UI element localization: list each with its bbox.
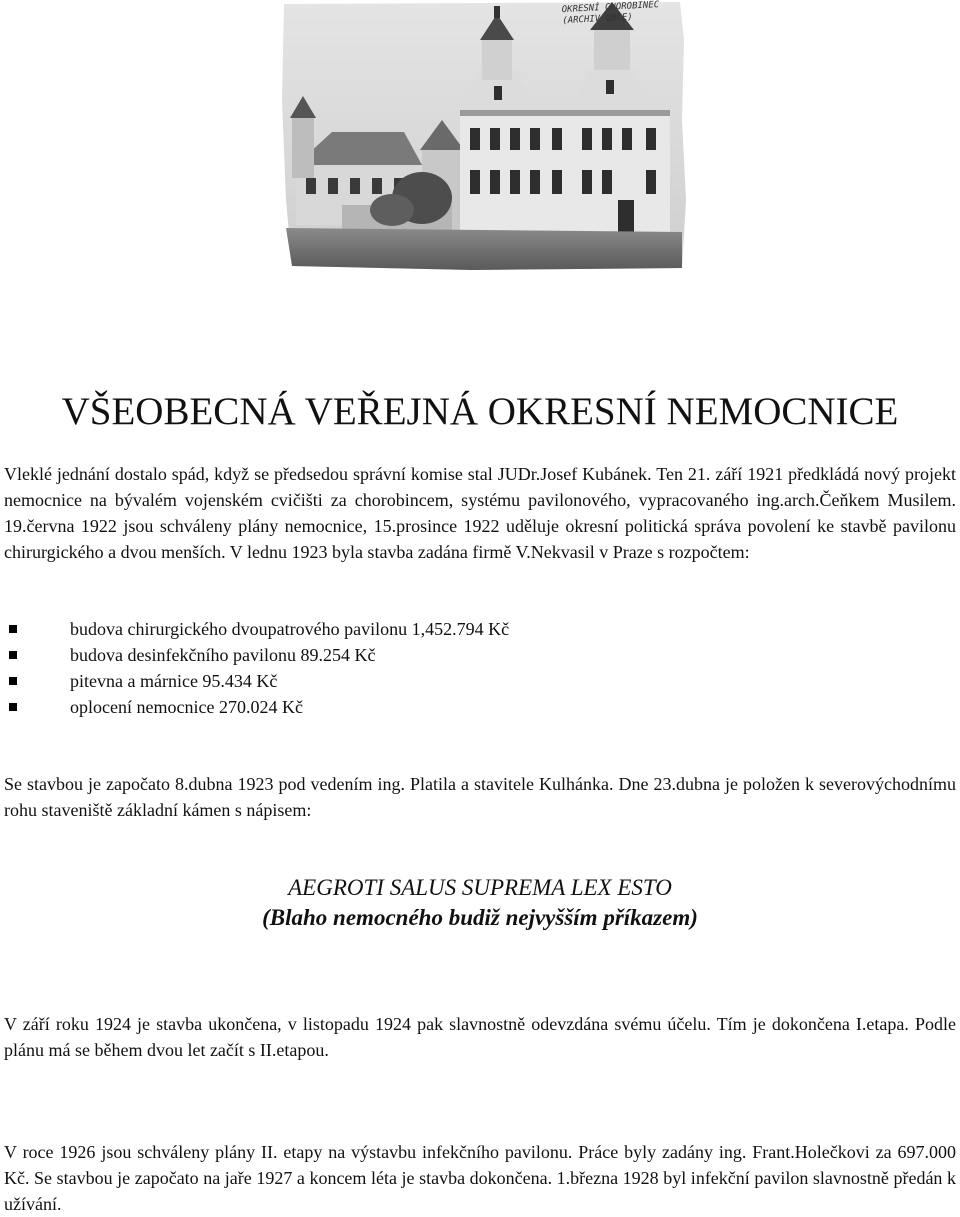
photo-caption: OKRESNÍ CHOROBINEC (ARCHIV OBCE) <box>561 0 660 27</box>
building-illustration <box>272 0 690 272</box>
square-bullet-icon <box>9 651 17 659</box>
list-item <box>0 694 509 720</box>
page-title: VŠEOBECNÁ VEŘEJNÁ OKRESNÍ NEMOCNICE <box>61 390 899 433</box>
list-item-text: budova desinfekčního pavilonu 89.254 Kč <box>70 645 376 665</box>
list-item <box>0 616 509 642</box>
list-item-text: oplocení nemocnice 270.024 Kč <box>70 697 303 717</box>
list-item-text: budova chirurgického dvoupatrového pavilonu 1,452.794 Kč <box>70 619 510 639</box>
square-bullet-icon <box>9 703 17 711</box>
hospital-photo <box>272 0 690 272</box>
motto-czech: (Blaho nemocného budiž nejvyšším příkazem) <box>262 905 698 930</box>
motto-latin: AEGROTI SALUS SUPREMA LEX ESTO <box>288 875 672 900</box>
list-item-text: pitevna a márnice 95.434 Kč <box>70 671 278 691</box>
square-bullet-icon <box>9 625 17 633</box>
paragraph-intro: Vleklé jednání dostalo spád, když se předsedou správní komise stal JUDr.Josef Kubánek. Ten 21. září 1921 předkládá nový projekt nemocnice na bývalém vojenském cvičišti za chorobincem, systému pavilonového, vypracovaného ing.arch.Čeňkem Musilem. 19.června 1922 jsou schváleny plány nemocnice, 15.prosince 1922 uděluje okresní politická správa povolení ke stavbě pavilonu chirurgického a dvou menších. V lednu 1923 byla stavba zadána firmě V.Nekvasil v Praze s rozpočtem: <box>4 464 956 562</box>
list-item <box>0 668 509 694</box>
paragraph-second-stage: V roce 1926 jsou schváleny plány II. etapy na výstavbu infekčního pavilonu. Práce byly zadány ing. Frant.Holečkovi za 697.000 Kč. Se stavbou je započato na jaře 1927 a koncem léta je stavba dokončena. 1.března 1928 byl infekční pavilon slavnostně předán k užívání. <box>4 1142 956 1214</box>
foundation-inscription <box>0 873 960 933</box>
list-item <box>0 642 509 668</box>
paragraph-completion: V září roku 1924 je stavba ukončena, v listopadu 1924 pak slavnostně odevzdána svému účelu. Tím je dokončena I.etapa. Podle plánu má se během dvou let začít s II.etapou. <box>4 1014 956 1060</box>
square-bullet-icon <box>9 677 17 685</box>
budget-list <box>0 616 509 720</box>
paragraph-construction: Se stavbou je započato 8.dubna 1923 pod vedením ing. Platila a stavitele Kulhánka. Dne 23.dubna je položen k severovýchodnímu rohu staveniště základní kámen s nápisem: <box>4 774 956 820</box>
